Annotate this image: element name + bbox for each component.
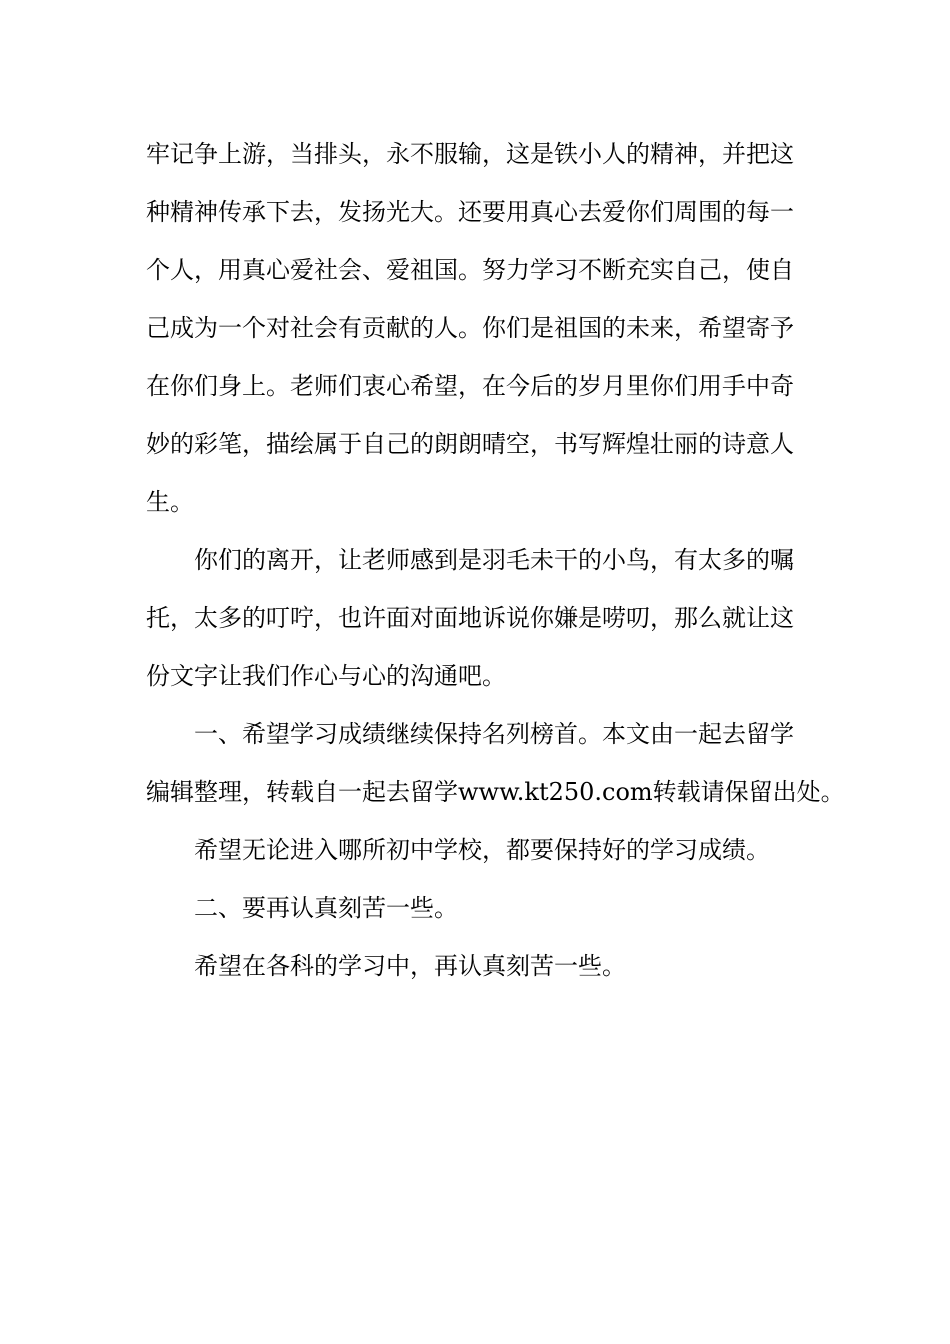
text-line: 己成为一个对社会有贡献的人。你们是祖国的未来，希望寄予 [146,314,794,342]
paragraph-first-line: 你们的离开，让老师感到是羽毛未干的小鸟，有太多的嘱 [194,546,794,574]
text-line: 牢记争上游，当排头，永不服输，这是铁小人的精神，并把这 [146,140,794,168]
text-line: 编辑整理，转载自一起去留学www.kt250.com转载请保留出处。 [146,778,845,806]
paragraph-first-line: 希望在各科的学习中，再认真刻苦一些。 [194,952,626,980]
text-line: 妙的彩笔，描绘属于自己的朗朗晴空，书写辉煌壮丽的诗意人 [146,430,794,458]
paragraph-first-line: 一、希望学习成绩继续保持名列榜首。本文由一起去留学 [194,720,794,748]
paragraph-first-line: 希望无论进入哪所初中学校，都要保持好的学习成绩。 [194,836,770,864]
text-line: 托，太多的叮咛，也许面对面地诉说你嫌是唠叨，那么就让这 [146,604,794,632]
text-line: 份文字让我们作心与心的沟通吧。 [146,662,506,690]
text-line: 个人，用真心爱社会、爱祖国。努力学习不断充实自己，使自 [146,256,794,284]
document-body [146,125,845,995]
section-heading: 二、要再认真刻苦一些。 [194,894,458,922]
text-line: 种精神传承下去，发扬光大。还要用真心去爱你们周围的每一 [146,198,794,226]
text-line: 在你们身上。老师们衷心希望，在今后的岁月里你们用手中奇 [146,372,794,400]
text-line: 生。 [146,488,194,516]
